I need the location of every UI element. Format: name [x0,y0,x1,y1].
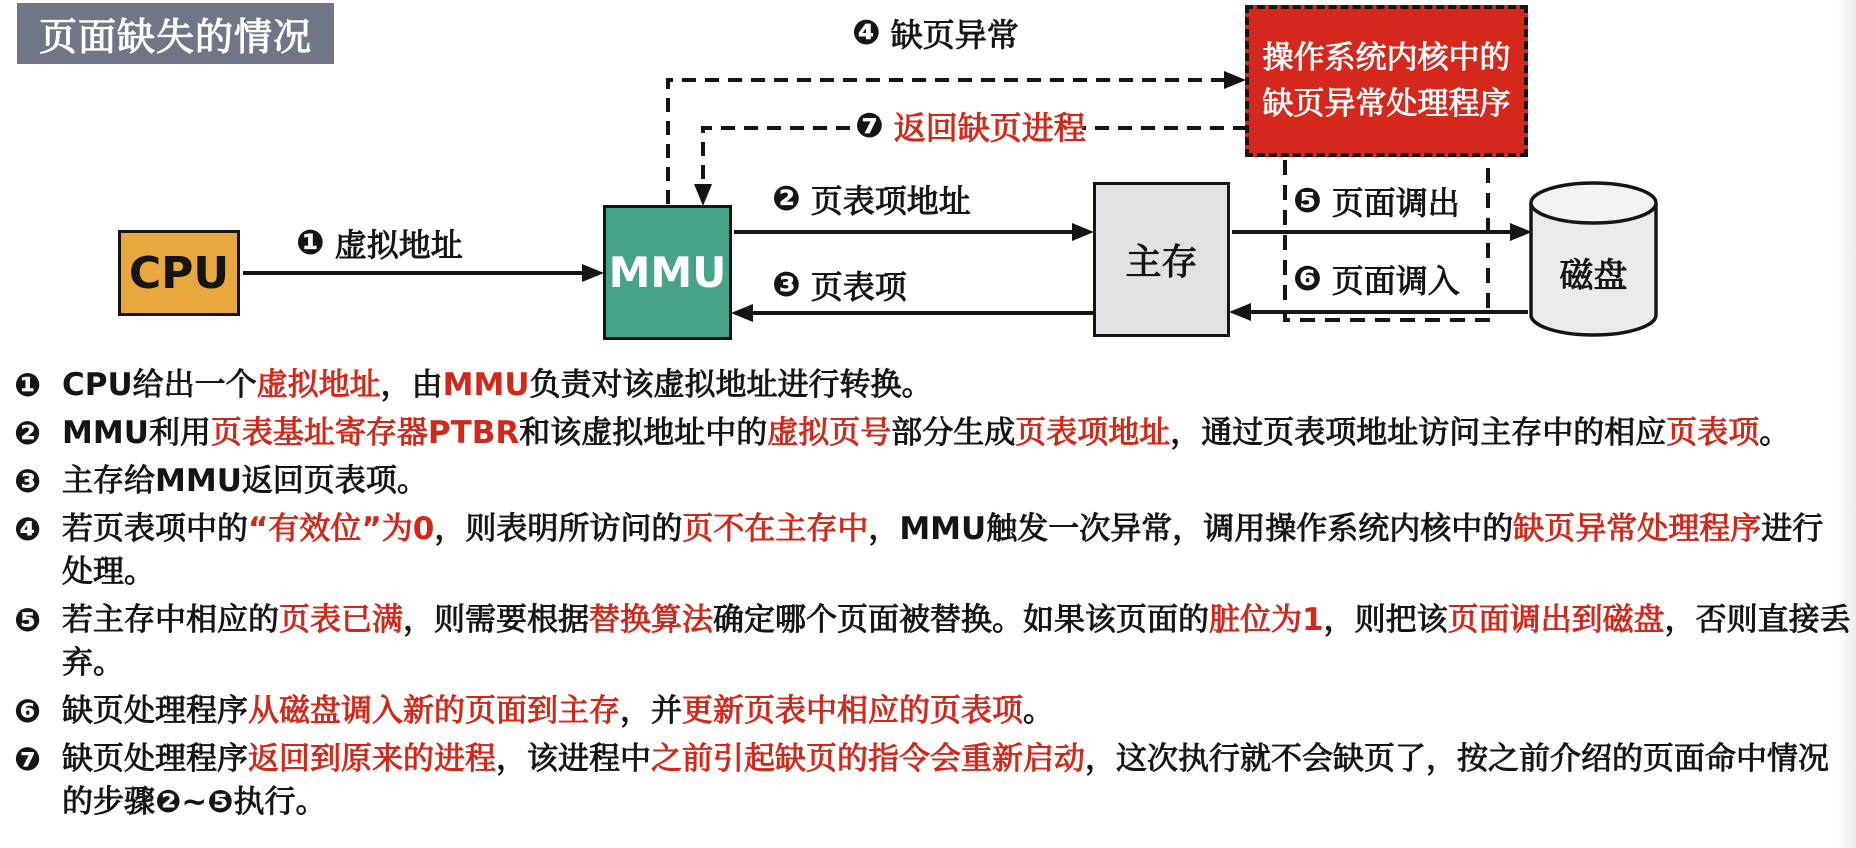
step-7-badge: ❼ [855,106,884,146]
note-number-badge: ❸ [14,462,42,500]
note-item [14,508,1852,594]
cpu-box [118,230,240,316]
label-virtual-address: ❶ 虚拟地址 [296,223,463,264]
step-6-badge: ❻ [1293,259,1322,299]
note-number-badge: ❼ [14,740,42,778]
label-pte-address: ❷ 页表项地址 [772,179,971,220]
step-3-badge: ❸ [772,265,801,305]
note-item [14,364,1852,407]
step-1-badge: ❶ [296,223,325,263]
step-4-badge: ❹ [852,13,881,53]
note-text: 若主存中相应的页表已满，则需要根据替换算法确定哪个页面被替换。如果该页面的脏位为1，则把该页面调出到磁盘，否则直接丢弃。 [62,602,1851,681]
note-text: 主存给MMU返回页表项。 [62,463,428,499]
cpu-label: CPU [128,247,230,299]
fault-handler-line1: 操作系统内核中的 [1262,40,1511,76]
fault-handler-line2: 缺页异常处理程序 [1262,86,1511,122]
note-number-badge: ❶ [14,366,42,404]
label-return-process: ❼ 返回缺页进程 [855,106,1086,147]
step-2-badge: ❷ [772,179,801,219]
label-page-out: ❺ 页面调出 [1293,181,1460,222]
note-number-badge: ❹ [14,510,42,548]
page-title: 页面缺失的情况 [17,3,334,64]
note-item [14,460,1852,503]
fault-handler-box [1245,5,1528,157]
mmu-box [603,205,732,340]
notes-list [14,364,1852,829]
note-number-badge: ❻ [14,692,42,730]
note-text: 缺页处理程序从磁盘调入新的页面到主存，并更新页表中相应的页表项。 [62,693,1054,729]
step-5-badge: ❺ [1293,181,1322,221]
disk-label: 磁盘 [1559,256,1628,296]
note-item [14,412,1852,455]
label-pte: ❸ 页表项 [772,265,907,306]
note-number-badge: ❷ [14,414,42,452]
main-memory-label: 主存 [1125,242,1198,283]
note-number-badge: ❺ [14,601,42,639]
mmu-label: MMU [608,248,727,297]
note-item [14,599,1852,685]
label-page-in: ❻ 页面调入 [1293,259,1460,300]
note-item [14,690,1852,733]
main-memory-box [1093,182,1230,337]
note-text: MMU利用页表基址寄存器PTBR和该虚拟地址中的虚拟页号部分生成页表项地址，通过页表项地址访问主存中的相应页表项。 [62,415,1791,451]
note-text: CPU给出一个虚拟地址，由MMU负责对该虚拟地址进行转换。 [62,367,933,403]
note-item [14,738,1852,824]
note-text: 缺页处理程序返回到原来的进程，该进程中之前引起缺页的指令会重新启动，这次执行就不会缺页了，按之前介绍的页面命中情况的步骤❷~❺执行。 [62,741,1829,820]
note-text: 若页表项中的“有效位”为0，则表明所访问的页不在主存中，MMU触发一次异常，调用操作系统内核中的缺页异常处理程序进行处理。 [62,511,1824,590]
label-page-fault: ❹ 缺页异常 [852,13,1019,54]
